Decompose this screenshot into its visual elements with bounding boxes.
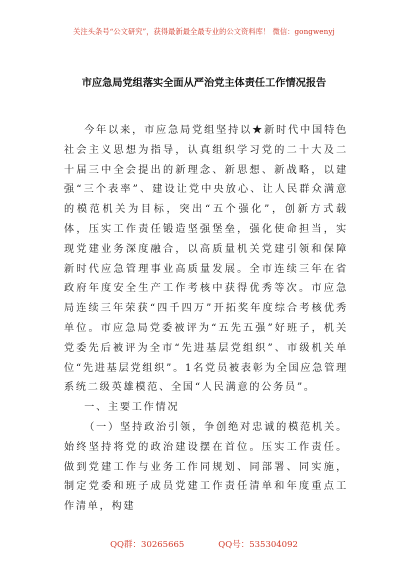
section-heading-main-work: 一、主要工作情况 [84, 402, 180, 414]
document-body [64, 121, 348, 517]
paragraph-political-guidance: （一）坚持政治引领，争创绝对忠诚的模范机关。始终坚持将党的政治建设摆在首位。压实工作责任。做到党建工作与业务工作同规划、同部署、同实施，制定党委和班子成员党建工作责任清单和年度重点工作清单，构建 [64, 421, 348, 513]
document-title: 市应急局党组落实全面从严治党主体责任工作情况报告 [81, 78, 327, 89]
footer-contact [0, 538, 408, 550]
header-banner: 关注头条号“公文研究”，获得最新最全最专业的公文资料库！ 微信：gongwenyj [73, 27, 335, 36]
footer-qq-group: QQ群：30265665 [110, 540, 185, 550]
paragraph-intro: 今年以来，市应急局党组坚持以★新时代中国特色社会主义思想为指导，认真组织学习党的二十大及二十届三中全会提出的新理念、新思想、新战略，以建强“三个表率”、建设让党中央放心、让人民群众满意的模范机关为目标，突出“五个强化”，创新方式载体，压实工作责任锻造坚强堡垒，强化使命担当，实现党建业务深度融合，以高质量机关党建引领和保障新时代应急管理事业高质量发展。全市连续三年在省政府年度安全生产工作考核中获得优秀等次。市应急局连续三年荣获“四千四万”开拓奖年度综合考核优秀单位。市应急局党委被评为“五先五强”好班子，机关党委先后被评为全市“先进基层党组织”、市级机关单位“先进基层党组织”。1名党员被表彰为全国应急管理系统二级英雄模范、全国“人民满意的公务员”。 [64, 125, 348, 394]
footer-qq-number: QQ号：535304092 [218, 540, 298, 550]
